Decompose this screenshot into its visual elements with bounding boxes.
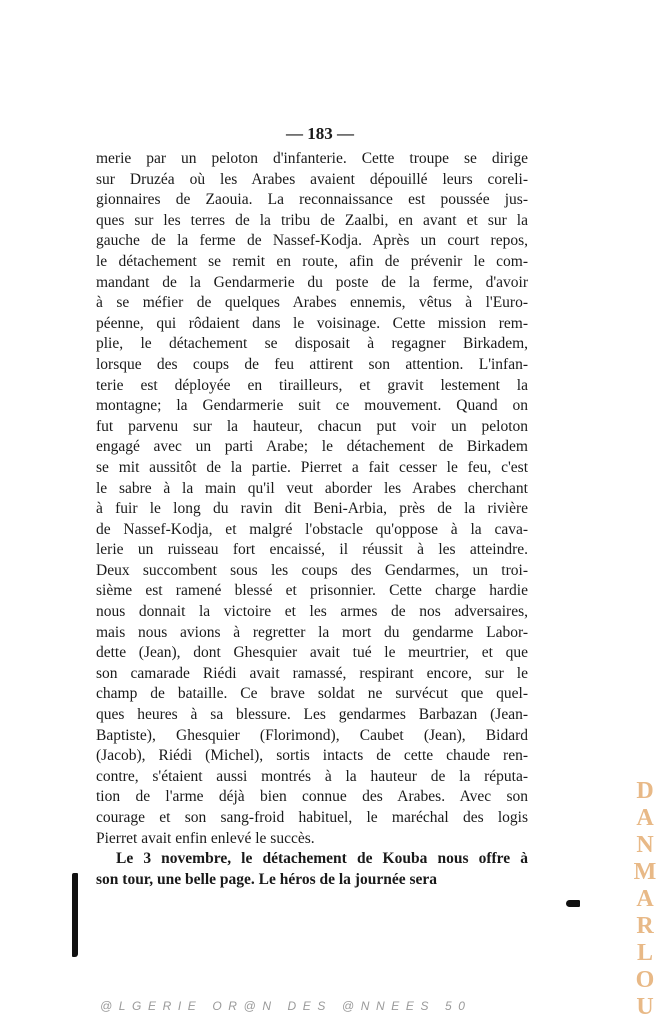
text-line: le sabre à la main qu'il veut aborder les Arabes cherchant xyxy=(96,479,528,497)
text-line: engagé avec un parti Arabe; le détachement de Birkadem xyxy=(96,438,528,456)
text-line: mais nous avions à regretter la mort du gendarme Labor- xyxy=(96,623,528,641)
text-line: sur Druzéa où les Arabes avaient dépouillé leurs coreli- xyxy=(96,170,528,188)
footer-watermark: @LGERIE OR@N DES @NNEES 50 xyxy=(100,999,472,1013)
text-line: fut parvenu sur la hauteur, chacun put voir un peloton xyxy=(96,417,528,435)
text-line: terie est déployée en tirailleurs, et gravit lestement la xyxy=(96,376,528,394)
scan-edge-mark-right xyxy=(566,900,580,907)
text-line: mandant de la Gendarmerie du poste de la ferme, d'avoir xyxy=(96,273,528,291)
text-line: son tour, une belle page. Le héros de la journée sera xyxy=(96,870,437,888)
text-line: ques sur les terres de la tribu de Zaalbi, en avant et sur la xyxy=(96,211,528,229)
text-line: lorsque des coups de feu attirent son attention. L'infan- xyxy=(96,355,528,373)
text-line: le détachement se remit en route, afin de prévenir le com- xyxy=(96,252,528,270)
text-line: tion de l'arme déjà bien connue des Arabes. Avec son xyxy=(96,788,528,806)
text-line: dette (Jean), dont Ghesquier avait tué le meurtrier, et que xyxy=(96,644,528,662)
page-number: — 183 — xyxy=(286,124,354,143)
side-watermark: D A N M A R L O U xyxy=(633,778,657,1020)
text-line: sième est ramené blessé et prisonnier. Cette charge hardie xyxy=(96,582,528,600)
text-line: péenne, qui rôdaient dans le voisinage. Cette mission rem- xyxy=(96,314,528,332)
text-line: lerie un ruisseau fort encaissé, il réussit à les atteindre. xyxy=(96,541,528,559)
text-line: Le 3 novembre, le détachement de Kouba nous offre à xyxy=(116,850,528,868)
text-line: de Nassef-Kodja, et malgré l'obstacle qu'oppose à la cava- xyxy=(96,520,528,538)
text-line: à fuir le long du ravin dit Beni-Arbia, près de la rivière xyxy=(96,500,528,518)
text-line: contre, s'étaient aussi montrés à la hauteur de la réputa- xyxy=(96,767,528,785)
text-line: plie, le détachement se disposait à regagner Birkadem, xyxy=(96,335,528,353)
text-line: Deux succombent sous les coups des Gendarmes, un troi- xyxy=(96,561,528,579)
text-line: champ de bataille. Ce brave soldat ne survécut que quel- xyxy=(96,685,528,703)
text-line: nous donnait la victoire et les armes de nos adversaires, xyxy=(96,603,528,621)
text-line: courage et son sang-froid habituel, le maréchal des logis xyxy=(96,809,528,826)
text-line: Pierret avait enfin enlevé le succès. xyxy=(96,829,315,847)
text-line: (Jacob), Riédi (Michel), sortis intacts de cette chaude ren- xyxy=(96,747,528,765)
text-line: merie par un peloton d'infanterie. Cette troupe se dirige xyxy=(96,150,528,167)
body-text xyxy=(96,149,528,890)
scan-edge-mark-left xyxy=(72,873,78,957)
text-line: ques heures à sa blessure. Les gendarmes Barbazan (Jean- xyxy=(96,706,528,724)
text-line: à se méfier de quelques Arabes ennemis, vêtus à l'Euro- xyxy=(96,294,528,312)
text-line: gionnaires de Zaouia. La reconnaissance est poussée jus- xyxy=(96,191,528,209)
text-line: se mit aussitôt de la partie. Pierret a fait cesser le feu, c'est xyxy=(96,458,528,476)
text-line: Baptiste), Ghesquier (Florimond), Caubet (Jean), Bidard xyxy=(96,726,528,744)
text-line: montagne; la Gendarmerie suit ce mouvement. Quand on xyxy=(96,397,528,415)
text-line: son camarade Riédi avait ramassé, respirant encore, sur le xyxy=(96,664,528,682)
text-line: gauche de la ferme de Nassef-Kodja. Après un court repos, xyxy=(96,232,528,250)
